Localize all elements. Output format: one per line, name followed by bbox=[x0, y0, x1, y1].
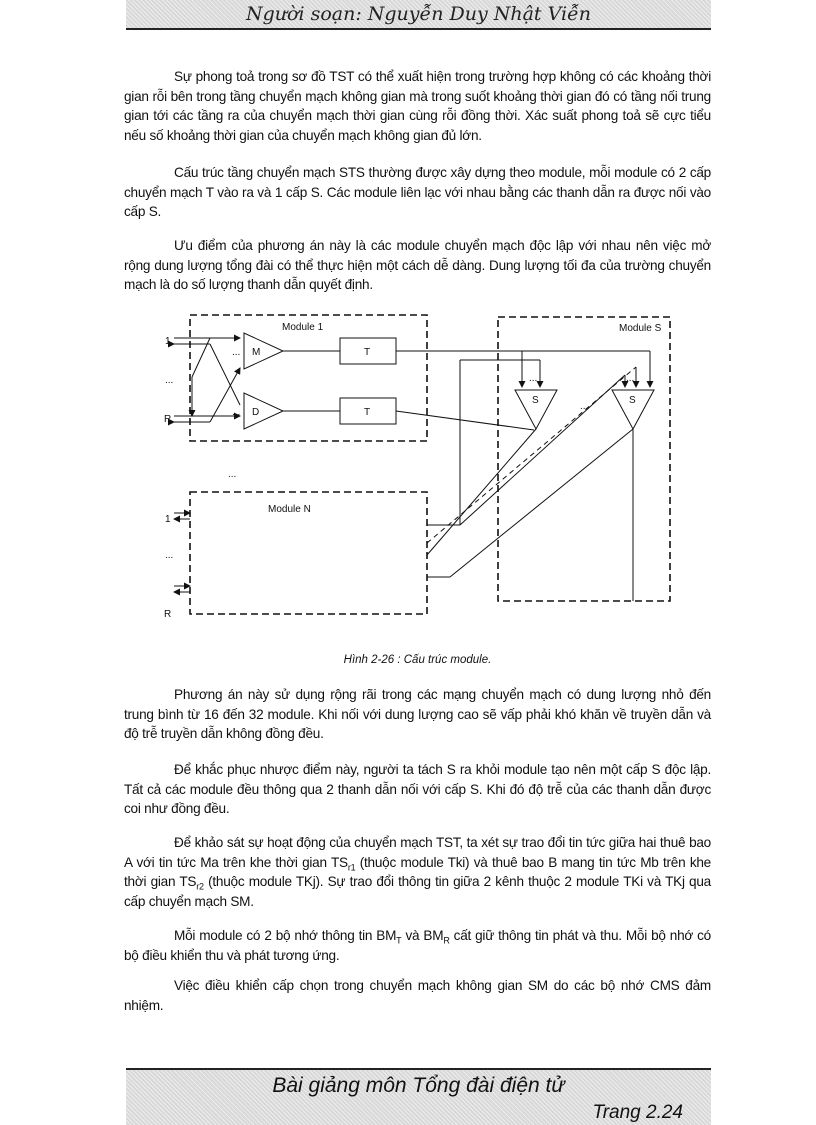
demux-d-label: D bbox=[252, 407, 260, 418]
paragraph-tst-operation bbox=[124, 833, 711, 911]
ellipsis-ports-module1: ... bbox=[165, 375, 174, 386]
p6-text-c: (thuộc module TKj). Sự trao đổi thông tin giữa 2 kênh thuộc 2 module TKi và TKj qua cấp chuyển mạch SM. bbox=[124, 874, 711, 909]
p6-text-a: Để khảo sát sự hoạt động của chuyển mạch TST, ta xét sự trao đổi tin tức giữa hai thuê bao A với tin tức Ma trên khe thời gian TS bbox=[124, 835, 711, 870]
t-label-bottom: T bbox=[364, 407, 371, 418]
p7-text-a: Mỗi module có 2 bộ nhớ thông tin BM bbox=[174, 928, 397, 943]
port-1-module1: 1 bbox=[165, 336, 171, 347]
p7-text-c: cất giữ thông tin phát và thu. Mỗi bộ nhớ có bộ điều khiển thu và phát tương ứng. bbox=[124, 928, 711, 963]
mux-m-triangle bbox=[244, 333, 283, 369]
module1-label: Module 1 bbox=[282, 322, 324, 333]
ellipsis-s-left: ... bbox=[529, 373, 538, 384]
s-label-left: S bbox=[532, 395, 539, 406]
modules-label: Module S bbox=[619, 323, 662, 334]
paragraph-cms: Việc điều khiển cấp chọn trong chuyển mạch không gian SM do các bộ nhớ CMS đảm nhiệm. bbox=[124, 978, 711, 1013]
paragraph-memory bbox=[124, 926, 711, 965]
ellipsis-m: ... bbox=[232, 347, 241, 358]
p7-sub-r: R bbox=[443, 935, 450, 946]
page-number: Trang 2.24 bbox=[592, 1102, 683, 1123]
page-header bbox=[126, 0, 711, 30]
p7-sub-t: T bbox=[396, 935, 402, 946]
port-r-module1: R bbox=[164, 414, 172, 425]
t-label-top: T bbox=[364, 347, 371, 358]
s-label-right: S bbox=[629, 395, 636, 406]
author-line: Người soạn: Nguyễn Duy Nhật Viễn bbox=[246, 3, 591, 25]
port-1-modulen: 1 bbox=[165, 514, 171, 525]
figure-caption: Hình 2-26 : Cấu trúc module. bbox=[343, 654, 492, 666]
p6-sub-r2: r2 bbox=[196, 881, 204, 892]
p7-text-b: và BM bbox=[401, 928, 444, 943]
p6-sub-r1: r1 bbox=[347, 862, 356, 873]
paragraph-usage: Phương án này sử dụng rộng rãi trong các mạng chuyển mạch có dung lượng nhỏ đến trung bình từ 16 đến 32 module. Khi nối với dung lượng cao sẽ vấp phải khó khăn về truyền dẫn và độ trễ truyền dẫn không đồng đều. bbox=[124, 687, 711, 741]
page-footer bbox=[126, 1068, 711, 1125]
ellipsis-modules: ... bbox=[228, 469, 237, 480]
ellipsis-s-right: ... bbox=[626, 373, 635, 384]
demux-d-triangle bbox=[244, 393, 283, 429]
module1-box bbox=[190, 315, 427, 441]
mux-m-label: M bbox=[252, 347, 261, 358]
paragraph-fix: Để khắc phục nhược điểm này, người ta tách S ra khỏi module tạo nên một cấp S độc lập. Tất cả các module đều thông qua 2 thanh dẫn nối với cấp S. Khi đó độ trễ của các thanh dẫn được coi như đồng đều. bbox=[124, 762, 711, 816]
course-title: Bài giảng môn Tổng đài điện tử bbox=[272, 1074, 565, 1097]
ellipsis-d: ... bbox=[232, 407, 241, 418]
paragraph-blocking: Sự phong toả trong sơ đồ TST có thể xuất hiện trong trường hợp không có các khoảng thời gian rỗi bên trong tầng chuyển mạch không gian mà trong suốt khoảng thời gian đó có tầng nối trung gian tới các tầng ra của chuyển mạch thời gian cùng rỗi đồng thời. Xác suất phong toả sẽ cực tiểu nếu số khoảng thời gian của chuyển mạch không gian đủ lớn. bbox=[124, 69, 711, 143]
paragraph-sts-structure: Cấu trúc tầng chuyển mạch STS thường được xây dựng theo module, mỗi module có 2 cấp chuyển mạch T vào ra và 1 cấp S. Các module liên lạc với nhau bằng các thanh dẫn ra được nối vào cấp S. bbox=[124, 165, 711, 219]
ellipsis-between-s: ... bbox=[580, 401, 589, 412]
paragraph-advantage: Ưu điểm của phương án này là các module chuyển mạch độc lập với nhau nên việc mở rộng dung lượng tổng đài có thể thực hiện một cách dễ dàng. Dung lượng tối đa của trường chuyển mạch là do số lượng thanh dẫn quyết định. bbox=[124, 238, 711, 292]
module-structure-diagram bbox=[150, 305, 680, 625]
modulen-label: Module N bbox=[268, 504, 311, 515]
port-r-modulen: R bbox=[164, 609, 172, 620]
p6-text-b: (thuộc module Tki) và thuê bao B mang tin tức Mb trên khe thời gian TS bbox=[124, 854, 711, 889]
ellipsis-ports-modulen: ... bbox=[165, 550, 174, 561]
